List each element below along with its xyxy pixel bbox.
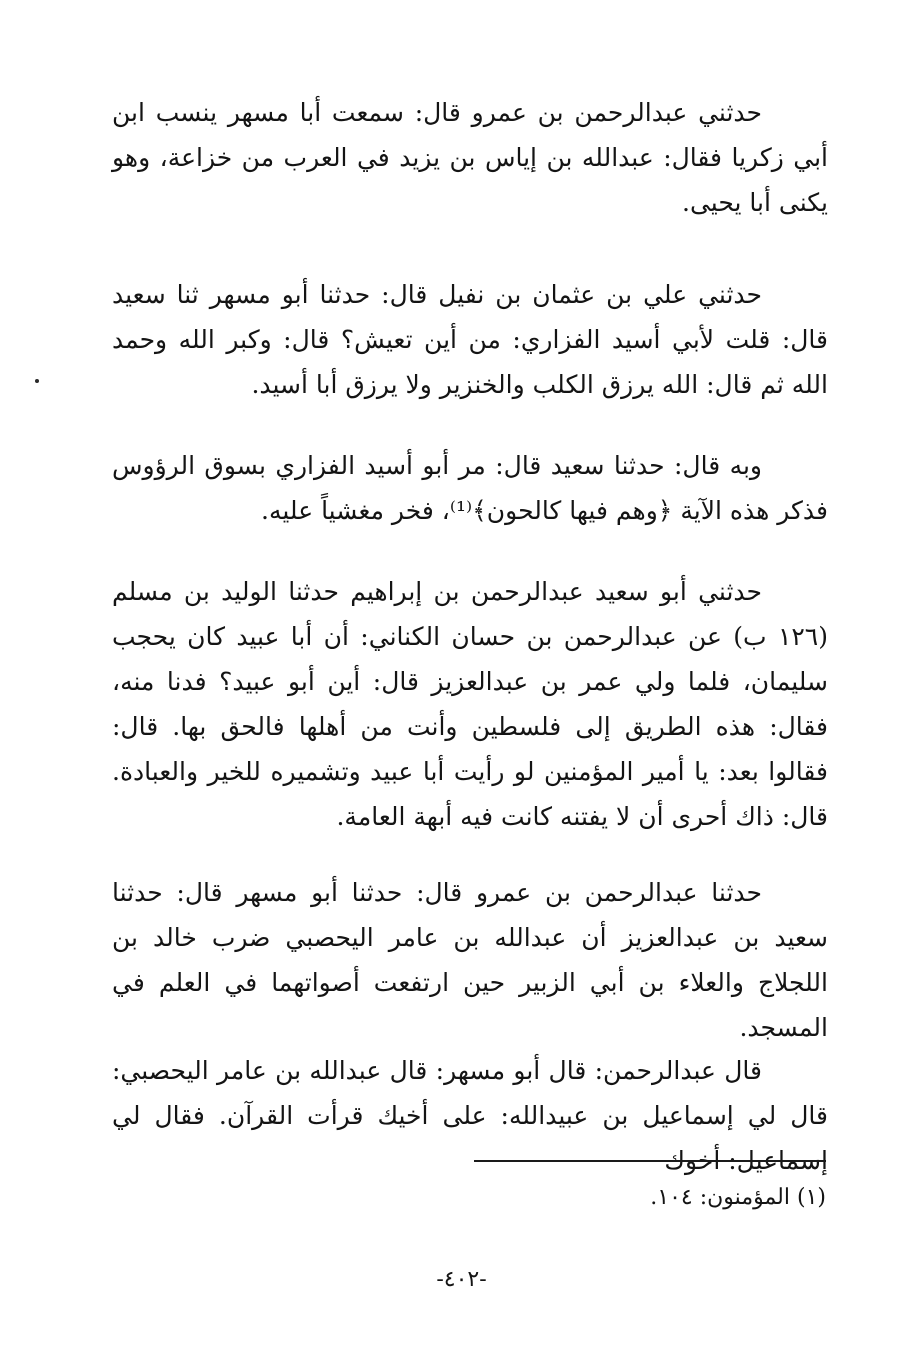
page-number: -٤٠٢- (436, 1267, 487, 1292)
paragraph-2: حدثني علي بن عثمان بن نفيل قال: حدثنا أبو مسهر ثنا سعيد قال: قلت لأبي أسيد الفزاري: من أين تعيش؟ قال: وكبر الله وحمد الله ثم قال: الله يرزق الكلب والخنزير ولا يرزق أبا أسيد. (112, 280, 828, 399)
paragraph-6: قال عبدالرحمن: قال أبو مسهر: قال عبدالله بن عامر اليحصبي: قال لي إسماعيل بن عبيدالله: على أخيك قرأت القرآن. فقال لي إسماعيل: أخوك (112, 1056, 828, 1175)
paragraph-3: وبه قال: حدثنا سعيد قال: مر أبو أسيد الفزاري بسوق الرؤوس فذكر هذه الآية ﴿وهم فيها كالحون﴾⁽¹⁾، فخر مغشياً عليه. (112, 451, 828, 525)
scan-speck (35, 379, 39, 383)
paragraph-4: حدثني أبو سعيد عبدالرحمن بن إبراهيم حدثنا الوليد بن مسلم (١٢٦ ب) عن عبدالرحمن بن حسان الكناني: أن أبا عبيد كان يحجب سليمان، فلما ولي عمر بن عبدالعزيز قال: أين أبو عبيد؟ فدنا منه، فقال: هذه الطريق إلى فلسطين وأنت من أهلها فالحق بها. قال: فقالوا بعد: يا أمير المؤمنين لو رأيت أبا عبيد وتشميره للخير والعبادة. قال: ذاك أحرى أن لا يفتنه كانت فيه أبهة العامة. (112, 577, 828, 831)
footnote-divider (474, 1160, 826, 1162)
paragraph-1: حدثني عبدالرحمن بن عمرو قال: سمعت أبا مسهر ينسب ابن أبي زكريا فقال: عبدالله بن إياس بن يزيد في العرب من خزاعة، وهو يكنى أبا يحيى. (112, 98, 828, 217)
paragraph-5: حدثنا عبدالرحمن بن عمرو قال: حدثنا أبو مسهر قال: حدثنا سعيد بن عبدالعزيز أن عبدالله بن عامر اليحصبي ضرب خالد بن اللجلاج والعلاء بن أبي الزبير حين ارتفعت أصواتهما في العلم في المسجد. (112, 878, 828, 1042)
footnote: (١) المؤمنون: ١٠٤. (650, 1185, 826, 1210)
